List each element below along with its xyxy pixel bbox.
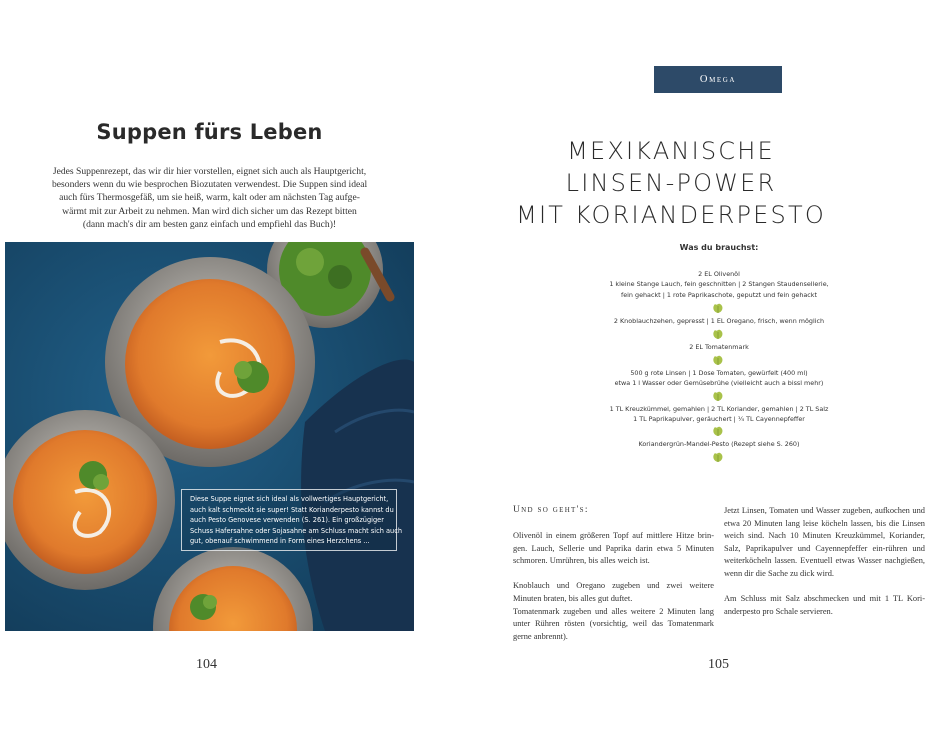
leaf-icon	[711, 328, 725, 340]
soup-photo	[5, 242, 414, 631]
ingredient-group	[559, 269, 879, 300]
leaf-icon	[711, 390, 725, 402]
intro-line: wärmt mit zur Arbeit zu nehmen. Man wird dich sicher um das Rezept bitten	[62, 205, 357, 217]
intro-line: (dann mach's dir am besten ganz einfach und empfiehl das Buch)!	[82, 218, 337, 230]
step-paragraph: Am Schluss mit Salz abschmecken und mit 1 TL Kori-anderpesto pro Schale servieren.	[724, 594, 925, 616]
ingredient-group	[559, 439, 879, 449]
ingredient-line: 1 kleine Stange Lauch, fein geschnitten | 2 Stangen Staudensellerie,	[609, 280, 829, 289]
ingredient-group	[559, 404, 879, 425]
category-badge: Omega	[654, 66, 782, 93]
ingredient-group	[559, 342, 879, 352]
caption-line: auch Pesto Genovese verwenden (S. 261). Ein großzügiger	[190, 516, 384, 525]
caption-line: auch kalt schmeckt sie super! Statt Korianderpesto kannst du	[190, 505, 394, 514]
steps-column-2	[724, 505, 925, 631]
ingredient-group	[559, 368, 879, 389]
caption-line: Diese Suppe eignet sich ideal als vollwertiges Hauptgericht,	[190, 495, 389, 503]
ingredient-line: etwa 1 l Wasser oder Gemüsebrühe (vielleicht auch a bissl mehr)	[614, 379, 824, 388]
left-page	[0, 0, 463, 741]
step-paragraph: Knoblauch und Oregano zugeben und zwei weitere Minuten braten, bis alles gut duftet.	[513, 581, 714, 603]
leaf-icon	[711, 354, 725, 366]
ingredients-heading: Was du brauchst:	[679, 243, 759, 252]
left-page-title: Suppen fürs Leben	[96, 120, 323, 144]
right-page	[463, 0, 927, 741]
page-number-right: 105	[708, 657, 729, 672]
leaf-icon	[711, 451, 725, 463]
intro-line: auch fürs Thermosgefäß, um sie heiß, warm, kalt oder am nächsten Tag aufge-	[59, 192, 360, 204]
step-paragraph: Tomatenmark zugeben und alles weitere 2 Minuten lang unter Rühren rösten (vorsichtig, weil das Tomatenmark gerne anbrennt).	[513, 606, 714, 641]
ingredient-line: 2 EL Tomatenmark	[689, 343, 749, 351]
caption-line: Schuss Hafersahne oder Sojasahne am Schluss macht sich auch	[190, 526, 403, 535]
photo-caption	[181, 489, 403, 551]
recipe-title-line: LINSEN-POWER	[565, 169, 777, 197]
step-paragraph: Olivenöl in einem größeren Topf auf mittlere Hitze brin-gen. Lauch, Sellerie und Paprika darin etwa 5 Minuten schmoren. Umrühren, bis alles weich ist.	[513, 531, 714, 566]
intro-line: besonders wenn du wie besprochen Biozutaten verwendest. Die Suppen sind ideal	[52, 179, 368, 191]
soup-photo-illustration	[5, 242, 414, 631]
ingredient-line: 1 TL Kreuzkümmel, gemahlen | 2 TL Koriander, gemahlen | 2 TL Salz	[609, 405, 829, 413]
leaf-icon	[711, 425, 725, 437]
ingredient-line: 2 EL Olivenöl	[698, 270, 740, 278]
steps-heading: Und so geht's:	[513, 505, 589, 515]
ingredient-line: 1 TL Paprikapulver, geräuchert | ¼ TL Cayennepfeffer	[633, 415, 805, 424]
page-number-left: 104	[196, 657, 217, 672]
ingredient-line: fein gehackt | 1 rote Paprikaschote, geputzt und fein gehackt	[620, 290, 818, 299]
leaf-icon	[711, 302, 725, 314]
steps-column-1	[513, 530, 714, 656]
intro-line: Jedes Suppenrezept, das wir dir hier vorstellen, eignet sich auch als Hauptgericht,	[52, 166, 367, 177]
ingredient-group	[559, 316, 879, 326]
ingredient-line: 500 g rote Linsen | 1 Dose Tomaten, gewürfelt (400 ml)	[630, 369, 808, 377]
step-paragraph: Jetzt Linsen, Tomaten und Wasser zugeben, aufkochen und etwa 20 Minuten lang leise köcheln lassen, bis die Linsen weich sind. Nach 10 Minuten Kreuzkümmel, Koriander, Salz, Paprikapulver und Cayennepfeffer ein-rühren und weiterköcheln lassen. Eventuell etwas Wasser nachgießen, wenn dir die Sache zu dick wird.	[724, 506, 925, 578]
intro-text	[52, 165, 367, 231]
recipe-title-line: MIT KORIANDERPESTO	[516, 201, 826, 229]
ingredient-line: Koriandergrün-Mandel-Pesto (Rezept siehe S. 260)	[638, 440, 800, 448]
recipe-title-line: MEXIKANISCHE	[567, 137, 775, 165]
caption-line: gut, obenauf schwimmend in Form eines Herzchens ...	[190, 537, 370, 546]
recipe-title	[415, 135, 927, 231]
ingredient-line: 2 Knoblauchzehen, gepresst | 1 EL Oregano, frisch, wenn möglich	[613, 317, 825, 325]
